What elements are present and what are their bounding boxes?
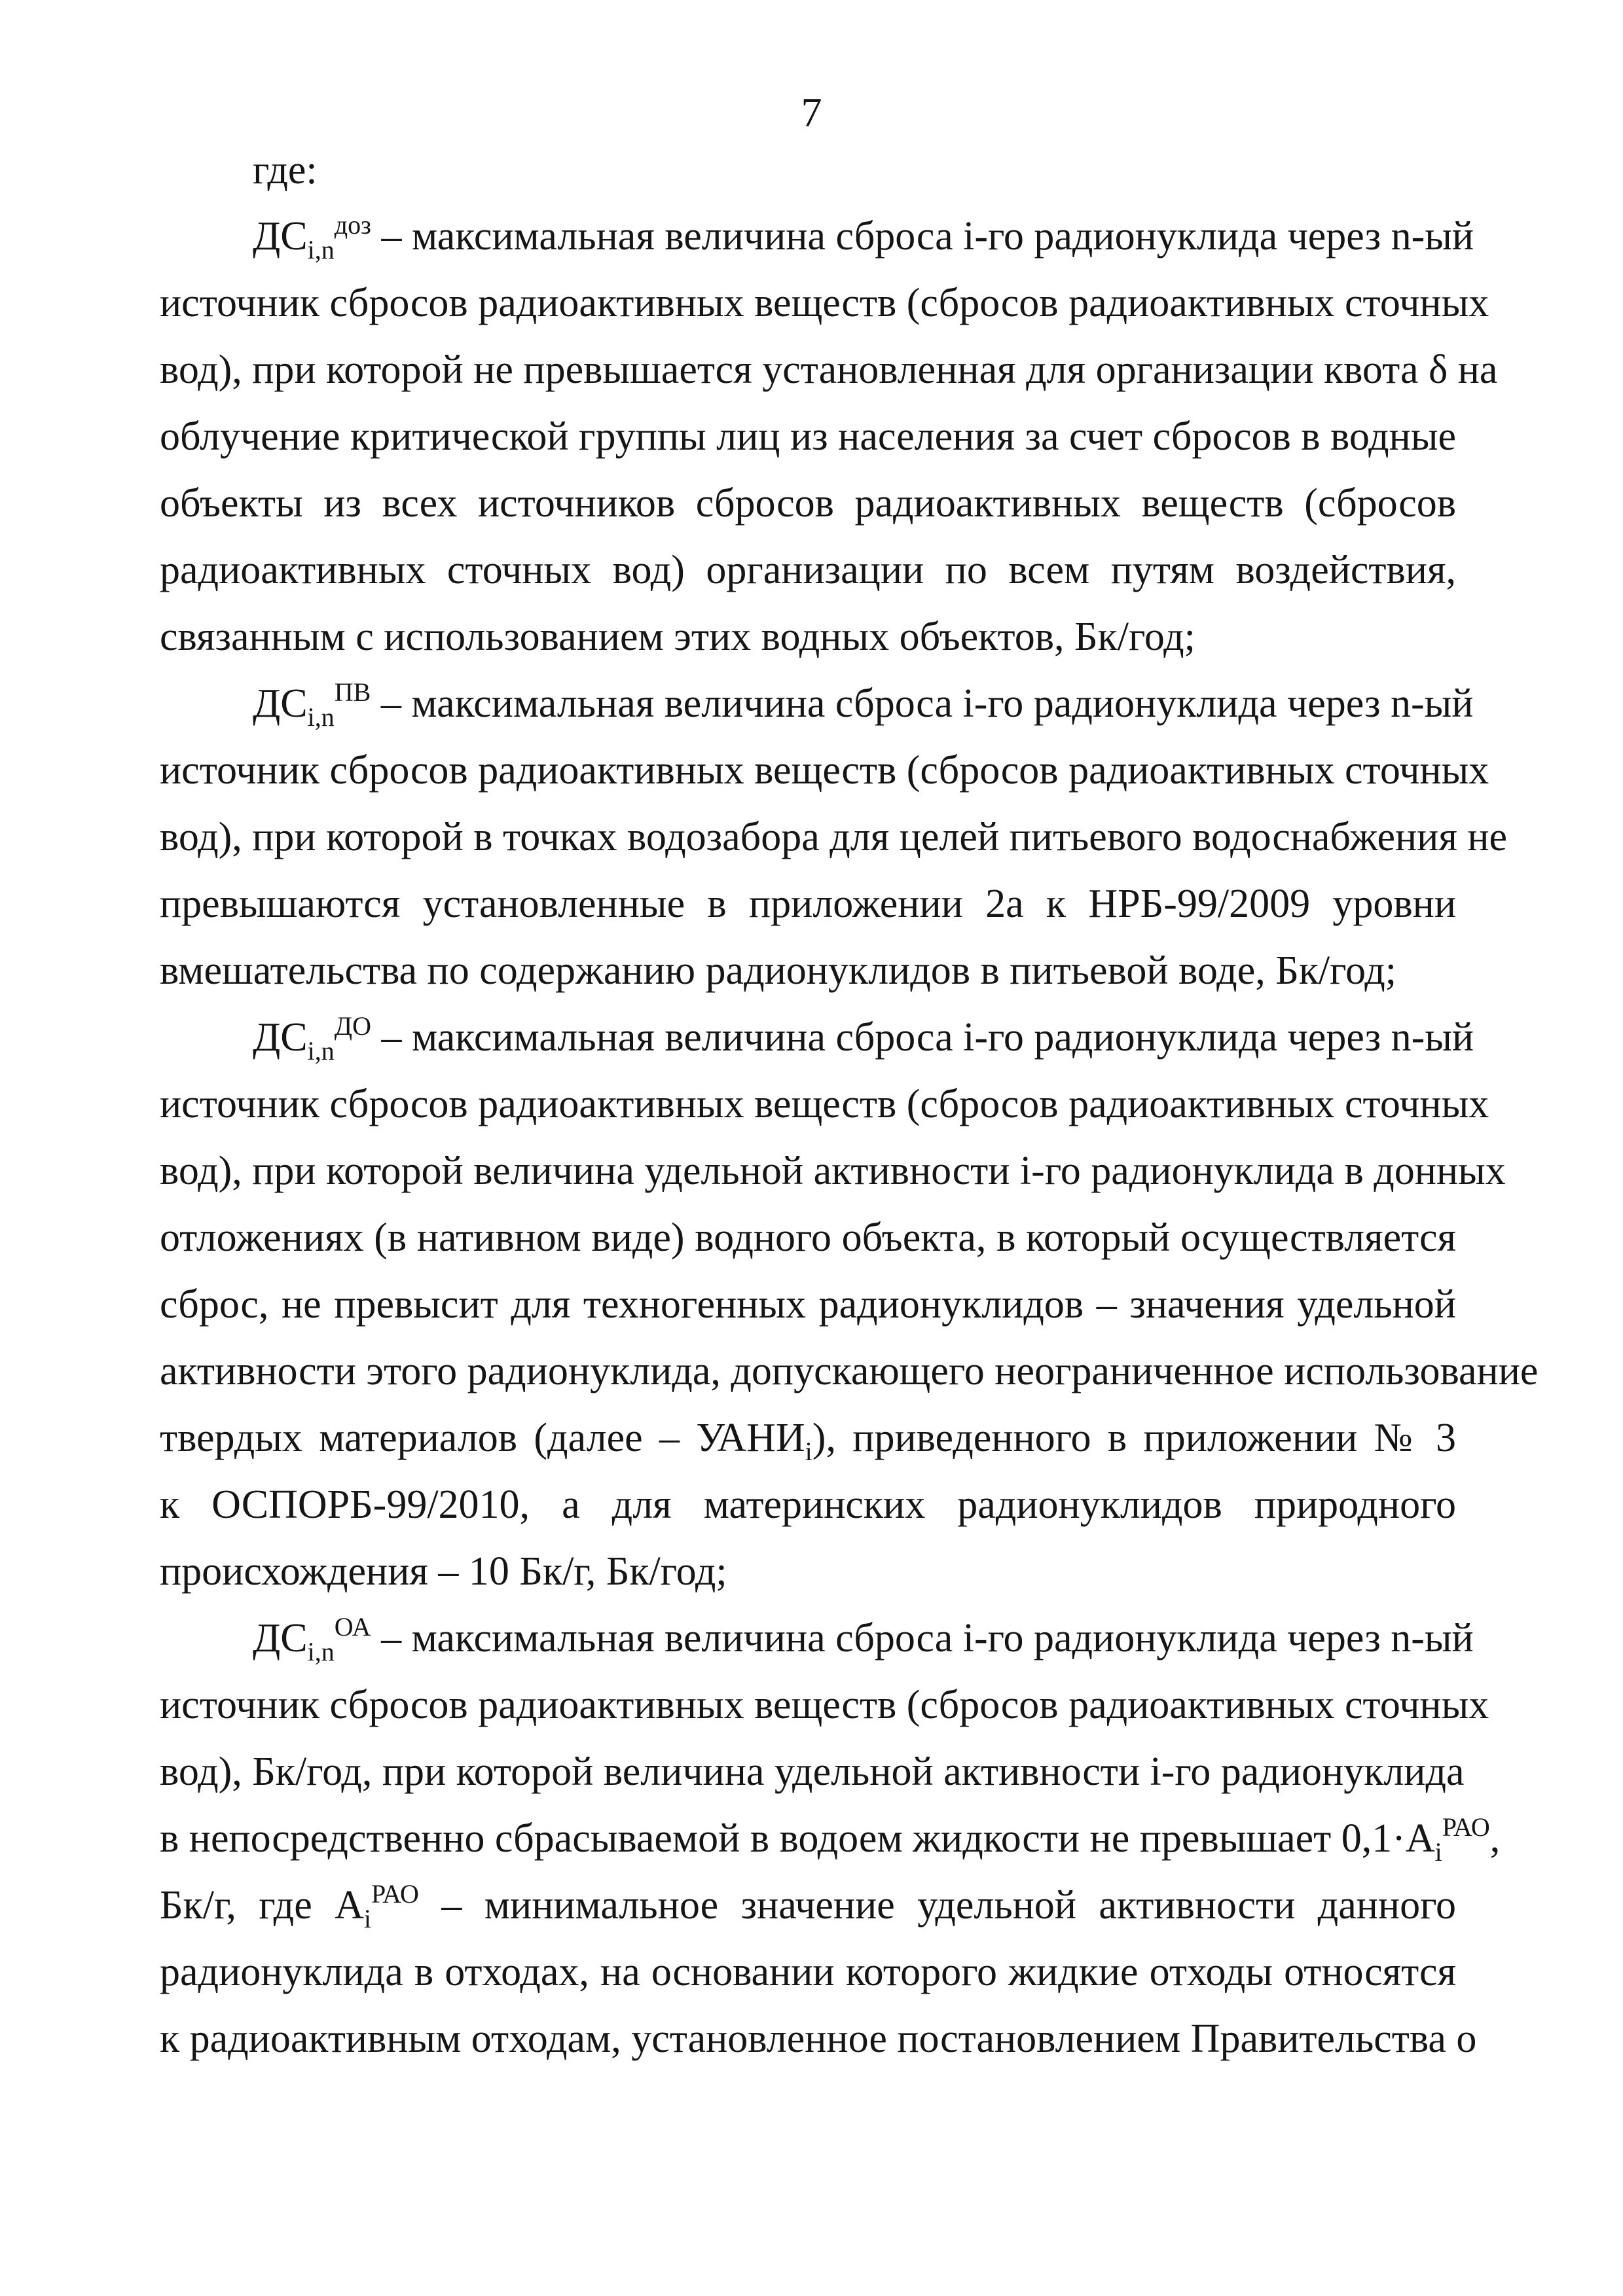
line-text: – максимальная величина сброса i-го радионуклида через n-ый <box>381 1616 1474 1660</box>
text-line <box>160 1872 1456 1939</box>
definition-do <box>160 1004 1539 1605</box>
line-text: ), приведенного в приложении № 3 <box>812 1416 1456 1460</box>
text-line: превышаются установленные в приложении 2а к НРБ-99/2009 уровни <box>160 882 1456 926</box>
text-line <box>160 1605 1474 1672</box>
symbol-subscript: i,n <box>307 702 335 732</box>
text-line: отложениях (в нативном виде) водного объекта, в который осуществляется <box>160 1215 1456 1260</box>
symbol: ДС <box>253 214 308 259</box>
symbol-subscript: i,n <box>307 235 335 264</box>
text-line: вод), Бк/год, при которой величина удельной активности i-го радионуклида <box>160 1749 1465 1794</box>
symbol: ДС <box>253 681 308 726</box>
symbol-superscript: ДО <box>334 1011 371 1041</box>
symbol: ДС <box>253 1616 308 1660</box>
text-line <box>160 203 1474 270</box>
symbol-superscript: ОА <box>334 1612 371 1641</box>
line-text: – максимальная величина сброса i-го радионуклида через n-ый <box>380 681 1474 726</box>
line-text: , <box>1489 1816 1501 1861</box>
text-line: происхождения – 10 Бк/г, Бк/год; <box>160 1549 727 1594</box>
symbol-subscript: i,n <box>307 1637 335 1666</box>
index-subscript: i <box>805 1437 812 1466</box>
line-text: Бк/г, где A <box>160 1883 364 1928</box>
symbol-subscript: i,n <box>307 1036 335 1066</box>
text-line <box>160 1004 1474 1071</box>
text-line: вод), при которой в точках водозабора для целей питьевого водоснабжения не <box>160 815 1508 859</box>
text-line: объекты из всех источников сбросов радиоактивных веществ (сбросов <box>160 481 1456 526</box>
text-line: источник сбросов радиоактивных веществ (сбросов радиоактивных сточных <box>160 748 1489 793</box>
text-line <box>160 1405 1456 1471</box>
text-line: облучение критической группы лиц из населения за счет сбросов в водные <box>160 414 1456 459</box>
line-text: твердых материалов (далее – УАНИ <box>160 1416 805 1460</box>
a-superscript: РАО <box>371 1879 419 1909</box>
text-line: к радиоактивным отходам, установленное постановлением Правительства о <box>160 2017 1477 2061</box>
text-line: активности этого радионуклида, допускающего неограниченное использование <box>160 1349 1539 1393</box>
line-text: – минимальное значение удельной активности данного <box>418 1883 1456 1928</box>
a-subscript: i <box>1434 1837 1442 1867</box>
symbol-superscript: ПВ <box>334 677 371 707</box>
a-superscript: РАО <box>1442 1812 1490 1842</box>
text-line: источник сбросов радиоактивных веществ (сбросов радиоактивных сточных <box>160 1082 1489 1126</box>
line-text: – максимальная величина сброса i-го радионуклида через n-ый <box>381 214 1474 259</box>
text-line: источник сбросов радиоактивных веществ (сбросов радиоактивных сточных <box>160 281 1489 325</box>
document-body <box>160 137 1539 2072</box>
definition-pv <box>160 670 1508 1004</box>
text-line: радиоактивных сточных вод) организации по всем путям воздействия, <box>160 548 1456 592</box>
text-line <box>160 1805 1501 1872</box>
line-text: – максимальная величина сброса i-го радионуклида через n-ый <box>381 1015 1474 1060</box>
text-line: вод), при которой не превышается установленная для организации квота δ на <box>160 348 1498 392</box>
text-line: радионуклида в отходах, на основании которого жидкие отходы относятся <box>160 1950 1456 1994</box>
text-line: к ОСПОРБ-99/2010, а для материнских радионуклидов природного <box>160 1482 1456 1527</box>
text-line: сброс, не превысит для техногенных радионуклидов – значения удельной <box>160 1282 1456 1327</box>
text-line: источник сбросов радиоактивных веществ (сбросов радиоактивных сточных <box>160 1683 1489 1727</box>
text-line: связанным с использованием этих водных объектов, Бк/год; <box>160 615 1195 659</box>
definition-oa <box>160 1605 1501 2072</box>
page-number: 7 <box>801 89 822 135</box>
intro-text: где: <box>253 148 318 192</box>
text-line: вод), при которой величина удельной активности i-го радионуклида в донных <box>160 1149 1506 1193</box>
line-text: в непосредственно сбрасываемой в водоем жидкости не превышает 0,1·A <box>160 1816 1435 1861</box>
text-line: вмешательства по содержанию радионуклидов в питьевой воде, Бк/год; <box>160 948 1397 993</box>
symbol-superscript: доз <box>334 210 371 240</box>
definition-doz <box>160 203 1498 670</box>
symbol: ДС <box>253 1015 308 1060</box>
text-line <box>160 670 1474 737</box>
a-subscript: i <box>363 1904 372 1933</box>
